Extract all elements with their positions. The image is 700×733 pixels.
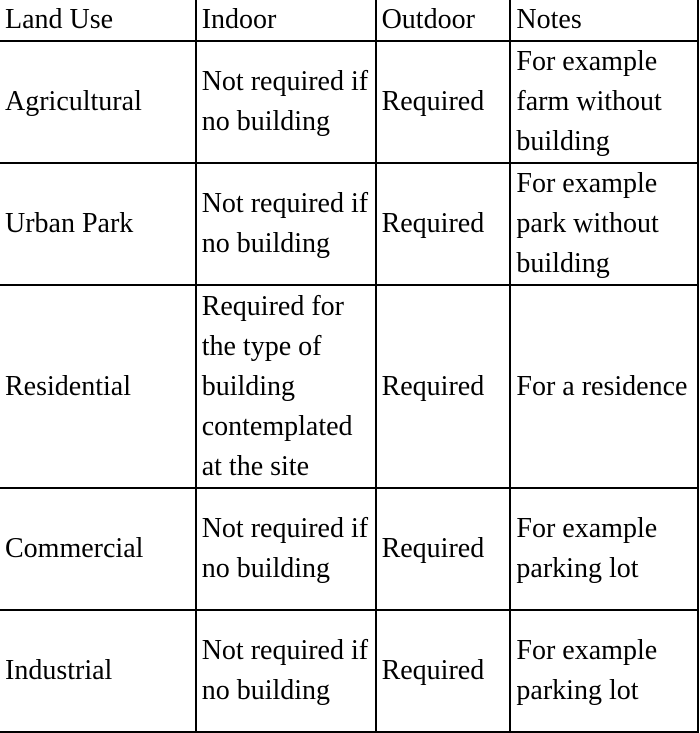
outdoor-cell: Required — [376, 610, 511, 732]
table-row — [0, 41, 698, 163]
notes-cell: For a residence — [510, 285, 698, 488]
table-row — [0, 285, 698, 488]
header-notes: Notes — [510, 0, 698, 41]
table-row — [0, 488, 698, 610]
header-land-use: Land Use — [0, 0, 196, 41]
outdoor-cell: Required — [376, 285, 511, 488]
indoor-cell: Not required if no building — [196, 488, 376, 610]
outdoor-cell: Required — [376, 41, 511, 163]
land-use-cell: Agricultural — [0, 41, 196, 163]
header-outdoor: Outdoor — [376, 0, 511, 41]
table-header-row — [0, 0, 698, 41]
header-indoor: Indoor — [196, 0, 376, 41]
notes-cell: For example farm without building — [510, 41, 698, 163]
table-row — [0, 610, 698, 732]
notes-cell: For example parking lot — [510, 610, 698, 732]
indoor-cell: Not required if no building — [196, 41, 376, 163]
outdoor-cell: Required — [376, 163, 511, 285]
outdoor-cell: Required — [376, 488, 511, 610]
land-use-cell: Commercial — [0, 488, 196, 610]
notes-cell: For example parking lot — [510, 488, 698, 610]
land-use-cell: Industrial — [0, 610, 196, 732]
notes-cell: For example park without building — [510, 163, 698, 285]
table-row — [0, 163, 698, 285]
indoor-cell: Not required if no building — [196, 163, 376, 285]
land-use-cell: Urban Park — [0, 163, 196, 285]
land-use-cell: Residential — [0, 285, 196, 488]
indoor-cell: Required for the type of building contemplated at the site — [196, 285, 376, 488]
indoor-cell: Not required if no building — [196, 610, 376, 732]
